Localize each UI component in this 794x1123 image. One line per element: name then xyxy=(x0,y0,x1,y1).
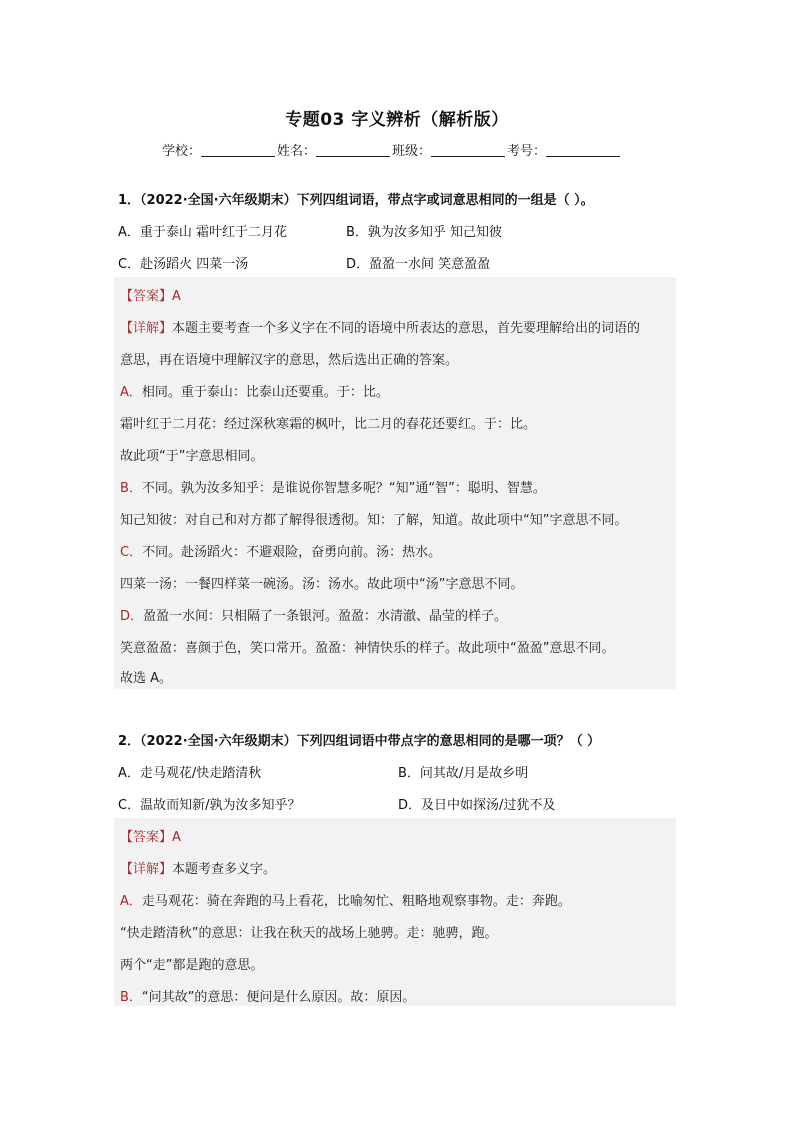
page-title: 专题03 字义辨析（解析版） xyxy=(285,110,509,130)
option-letter-mark: B． xyxy=(120,990,142,1005)
detail-line: C．不同。赴汤蹈火：不避艰险，奋勇向前。汤：热水。 xyxy=(120,545,442,560)
question-2-option-d xyxy=(398,794,555,813)
detail-label: 【详解】 xyxy=(120,321,173,336)
detail-line: A．相同。重于泰山：比泰山还要重。于：比。 xyxy=(120,385,389,400)
option-letter: B． xyxy=(346,225,368,240)
detail-line: 意思，再在语境中理解汉字的意思，然后选出正确的答案。 xyxy=(120,353,459,368)
question-number: 2． xyxy=(118,734,141,749)
option-letter: C． xyxy=(118,798,141,813)
name-blank[interactable] xyxy=(316,143,390,157)
detail-line: D．盈盈一水间：只相隔了一条银河。盈盈：水清澈、晶莹的样子。 xyxy=(120,609,508,624)
detail-line xyxy=(120,317,640,336)
question-2-option-c xyxy=(118,794,300,813)
class-blank[interactable] xyxy=(431,143,505,157)
answer-value: A xyxy=(172,289,181,304)
detail-line: 知己知彼：对自己和对方都了解得很透彻。知：了解，知道。故此项中“知”字意思不同。 xyxy=(120,513,628,528)
question-1-stem xyxy=(118,189,594,208)
option-text: 及日中如探汤/过犹不及 xyxy=(421,798,556,813)
question-source: （2022·全国·六年级期末） xyxy=(140,734,297,749)
question-2-option-b xyxy=(398,762,528,781)
detail-text: 本题主要考查一个多义字在不同的语境中所表达的意思，首先要理解给出的词语的 xyxy=(172,321,641,336)
question-1-option-c xyxy=(118,253,248,272)
detail-line: “快走踏清秋”的意思：让我在秋天的战场上驰骋。走：驰骋，跑。 xyxy=(120,926,498,941)
detail-line: B．不同。孰为汝多知乎：是谁说你智慧多呢？“知”通“智”：聪明、智慧。 xyxy=(120,481,546,496)
class-label: 班级： xyxy=(392,144,432,159)
option-letter-mark: A． xyxy=(120,385,142,400)
answer-label: 【答案】 xyxy=(120,830,173,845)
exam-no-label: 考号： xyxy=(507,144,547,159)
student-info-line xyxy=(162,140,622,159)
question-2-stem xyxy=(118,730,600,749)
detail-line: 四菜一汤：一餐四样菜一碗汤。汤：汤水。故此项中“汤”字意思不同。 xyxy=(120,577,524,592)
question-text: 下列四组词语中带点字的意思相同的是哪一项？（ ） xyxy=(296,734,601,749)
option-text: 走马观花/快走踏清秋 xyxy=(139,766,262,781)
option-text: 孰为汝多知乎 知己知彼 xyxy=(367,225,503,240)
answer-line xyxy=(120,285,181,304)
question-1-option-d xyxy=(346,253,490,272)
option-letter-mark: C． xyxy=(120,545,143,560)
option-letter: A． xyxy=(118,225,140,240)
option-letter-mark: D． xyxy=(120,609,144,624)
option-text: 赴汤蹈火 四菜一汤 xyxy=(140,257,249,272)
answer-label: 【答案】 xyxy=(120,289,173,304)
name-label: 姓名： xyxy=(277,144,317,159)
detail-line: 故选 A。 xyxy=(120,671,173,686)
question-number: 1． xyxy=(118,193,141,208)
answer-line xyxy=(120,826,181,845)
detail-text: 本题考查多义字。 xyxy=(172,862,277,877)
question-1-answer-box xyxy=(114,277,676,689)
detail-line: 霜叶红于二月花：经过深秋寒霜的枫叶，比二月的春花还要红。于：比。 xyxy=(120,417,537,432)
question-2-answer-box xyxy=(114,818,676,1006)
answer-value: A xyxy=(172,830,181,845)
detail-line: 故此项“于”字意思相同。 xyxy=(120,449,264,464)
option-text: 盈盈一水间 笑意盈盈 xyxy=(369,257,491,272)
detail-line: 笑意盈盈：喜颜于色，笑口常开。盈盈：神情快乐的样子。故此项中“盈盈”意思不同。 xyxy=(120,641,615,656)
question-text: 下列四组词语，带点字或词意思相同的一组是（ ）。 xyxy=(296,193,594,208)
option-letter: A． xyxy=(118,766,140,781)
option-letter: B． xyxy=(398,766,420,781)
school-label: 学校： xyxy=(162,144,202,159)
question-source: （2022·全国·六年级期末） xyxy=(140,193,297,208)
option-letter: C． xyxy=(118,257,141,272)
option-letter-mark: A． xyxy=(120,894,142,909)
question-2-option-a xyxy=(118,762,261,781)
detail-line: A．走马观花：骑在奔跑的马上看花，比喻匆忙、粗略地观察事物。走：奔跑。 xyxy=(120,894,571,909)
question-1-option-b xyxy=(346,221,502,240)
option-letter-mark: B． xyxy=(120,481,142,496)
school-blank[interactable] xyxy=(201,143,275,157)
option-text: 重于泰山 霜叶红于二月花 xyxy=(139,225,288,240)
question-1-option-a xyxy=(118,221,287,240)
option-text: 温故而知新/孰为汝多知乎？ xyxy=(140,798,301,813)
detail-line xyxy=(120,858,276,877)
detail-line: 两个“走”都是跑的意思。 xyxy=(120,958,264,973)
option-letter: D． xyxy=(346,257,370,272)
option-letter: D． xyxy=(398,798,422,813)
detail-label: 【详解】 xyxy=(120,862,173,877)
exam-no-blank[interactable] xyxy=(546,143,620,157)
detail-line: B．“问其故”的意思：便问是什么原因。故：原因。 xyxy=(120,990,416,1005)
option-text: 问其故/月是故乡明 xyxy=(419,766,529,781)
